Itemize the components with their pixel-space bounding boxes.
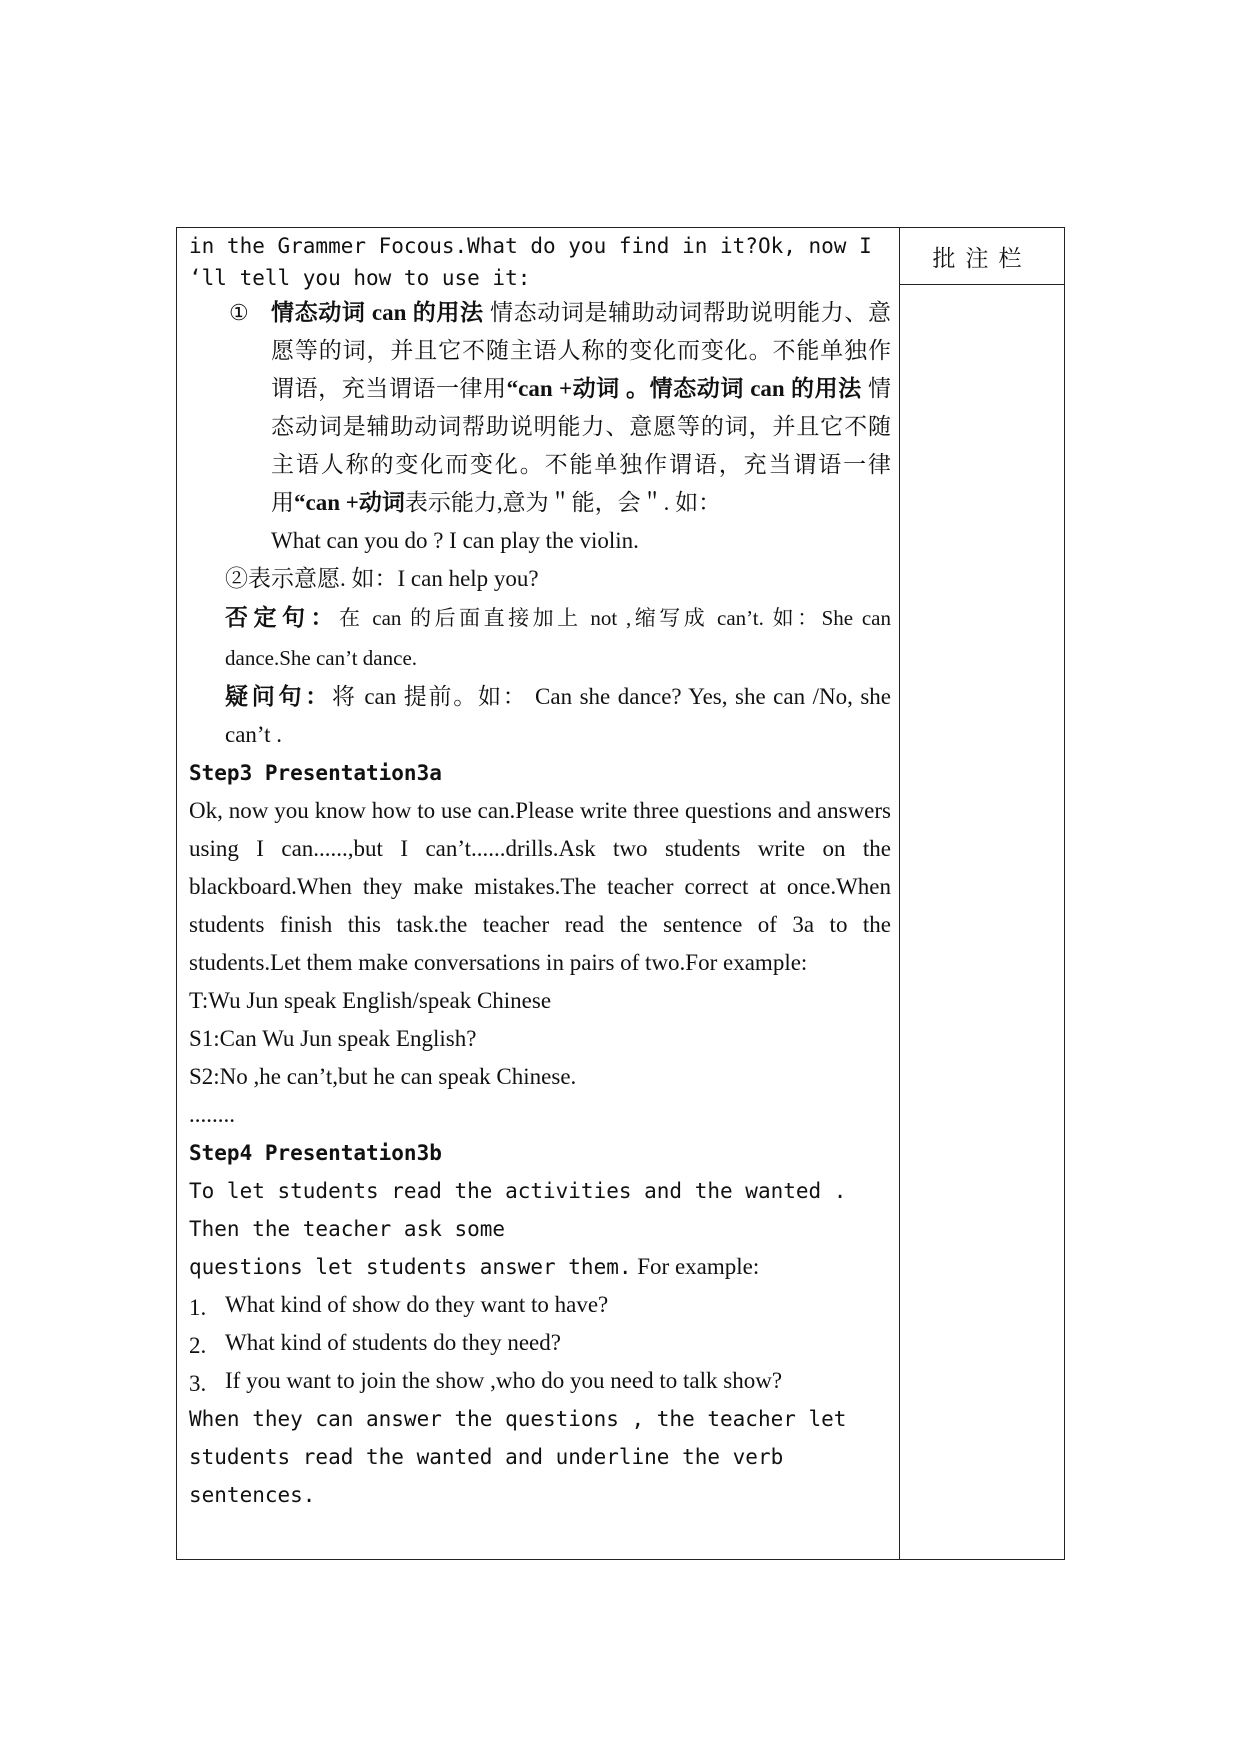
item-marker: ①: [229, 300, 249, 325]
can-usage-title: 情态动词 can 的用法: [271, 300, 484, 325]
modal-can-usage-item: [189, 294, 891, 560]
list-text: What kind of students do they need?: [225, 1330, 561, 1355]
annotation-column-header: 批注栏: [900, 228, 1064, 285]
for-example-text: For example:: [631, 1254, 760, 1279]
list-number: 1.: [189, 1295, 207, 1320]
step4-closing: When they can answer the questions , the teacher let students read the wanted and underline the verb sentences.: [189, 1407, 847, 1507]
list-number: 2.: [189, 1333, 207, 1358]
question-label: 疑问句：: [225, 684, 333, 709]
negative-label: 否定句：: [225, 605, 340, 630]
negative-text: 在 can 的后面直接加上 not ,缩写成 can’t. 如：She can dance.She can’t dance.: [225, 606, 891, 670]
step3-line: S2:No ,he can’t,but he can speak Chinese.: [189, 1064, 577, 1089]
negative-sentence: [189, 598, 891, 678]
can-verb-rule-2: “can +动词: [294, 490, 405, 515]
list-number: 3.: [189, 1371, 207, 1396]
can-example: What can you do ? I can play the violin.: [271, 528, 639, 553]
question-sentence: [189, 678, 891, 754]
step3-line: ........: [189, 1102, 235, 1127]
question-list-item: [189, 1324, 891, 1362]
list-text: If you want to join the show ,who do you need to talk show?: [225, 1368, 783, 1393]
can-usage-text-repeat: 情态动词是辅助动词帮助说明能力、意愿等的词，并且它不随主语人称的变化而变化。不能单独作谓语，充当谓语一律用: [271, 376, 892, 515]
lesson-table: [176, 227, 1065, 1560]
lesson-content: [189, 230, 891, 1514]
step4-questions-text: questions let students answer them.: [189, 1255, 632, 1279]
question-list-item: [189, 1286, 891, 1324]
can-verb-rule: “can +动词 。情态动词 can 的用法: [506, 376, 862, 401]
willingness-item: ②表示意愿. 如：I can help you?: [225, 566, 539, 591]
can-usage-text: 情态动词是辅助动词帮助说明能力、意愿等的词，并且它不随主语人称的变化而变化。不能单独作谓语，充当谓语一律用: [271, 300, 891, 401]
list-text: What kind of show do they want to have?: [225, 1292, 609, 1317]
step3-line: S1:Can Wu Jun speak English?: [189, 1026, 477, 1051]
question-list-item: [189, 1362, 891, 1400]
step4-line: To let students read the activities and the wanted . Then the teacher ask some: [189, 1179, 847, 1241]
question-text: 将 can 提前。如： Can she dance? Yes, she can /No, she can’t .: [225, 684, 892, 747]
step3-heading: Step3 Presentation3a: [189, 761, 442, 785]
intro-text: in the Grammer Focous.What do you find in it?Ok, now I ‘ll tell you how to use it:: [189, 234, 872, 290]
step3-line: T:Wu Jun speak English/speak Chinese: [189, 988, 552, 1013]
step4-heading: Step4 Presentation3b: [189, 1141, 442, 1165]
main-content-cell: [177, 228, 900, 1559]
step3-paragraph: Ok, now you know how to use can.Please write three questions and answers using I can......,but I can’t......drills.Ask two students write on the blackboard.When they make mistakes.The teacher correct at once.When students finish this task.the teacher read the sentence of 3a to the students.Let them make conversations in pairs of two.For example:: [189, 798, 891, 975]
step4-line: [189, 1248, 891, 1286]
can-meaning-text: 表示能力,意为＂能，会＂. 如：: [404, 490, 722, 515]
